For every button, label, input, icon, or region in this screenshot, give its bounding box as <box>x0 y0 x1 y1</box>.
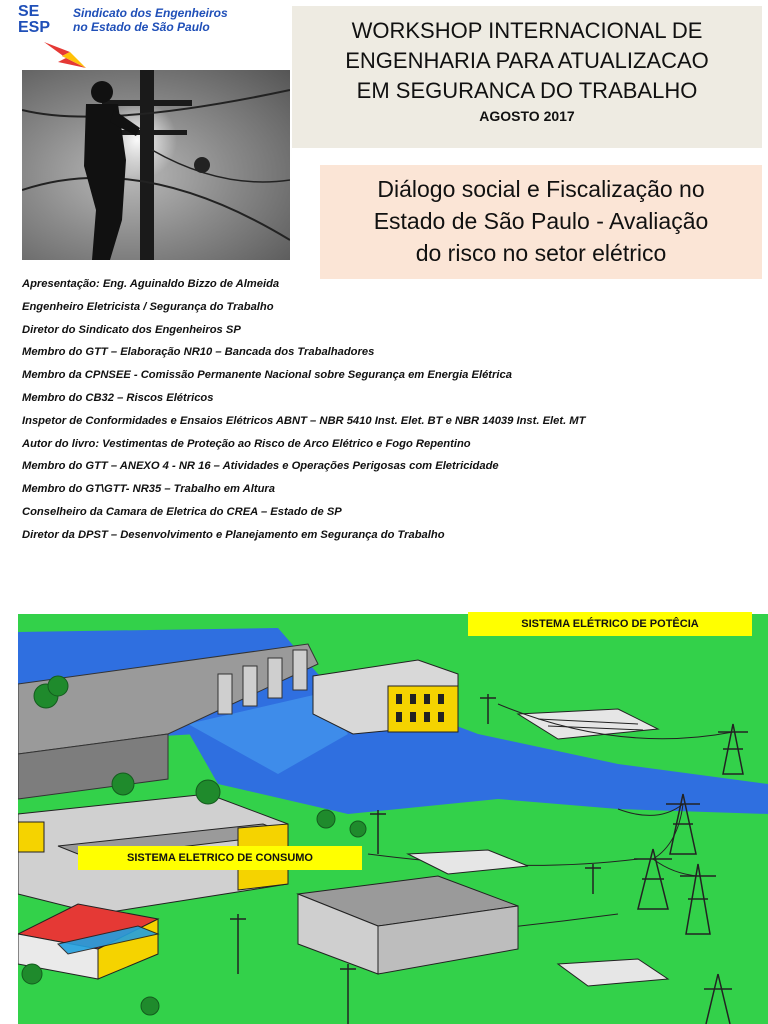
label-consumption-system: SISTEMA ELETRICO DE CONSUMO <box>78 846 362 870</box>
workshop-title <box>292 6 762 106</box>
title-line-3: EM SEGURANCA DO TRABALHO <box>356 78 698 103</box>
talk-title-line-3: do risco no setor elétrico <box>415 240 667 266</box>
speaker-bio-list <box>22 276 762 550</box>
bio-line: Conselheiro da Camara de Eletrica do CREA – Estado de SP <box>22 505 342 518</box>
bio-line: Apresentação: Eng. Aguinaldo Bizzo de Almeida <box>22 278 280 290</box>
talk-title <box>320 165 762 269</box>
electrician-silhouette-icon <box>22 70 290 260</box>
workshop-title-box <box>292 6 762 148</box>
bio-line: Autor do livro: Vestimentas de Proteção ao Risco de Arco Elétrico e Fogo Repentino <box>22 437 471 450</box>
bio-line: Membro da CPNSEE - Comissão Permanente Nacional sobre Segurança em Energia Elétrica <box>22 369 512 382</box>
talk-title-line-1: Diálogo social e Fiscalização no <box>377 176 705 202</box>
logo-name-line1: Sindicato dos Engenheiros <box>73 6 228 20</box>
logo-mark <box>18 4 70 36</box>
title-line-1: WORKSHOP INTERNACIONAL DE <box>351 18 703 43</box>
title-line-2: ENGENHARIA PARA ATUALIZACAO <box>345 48 709 73</box>
bio-line: Diretor da DPST – Desenvolvimento e Planejamento em Segurança do Trabalho <box>22 528 445 541</box>
bio-line: Diretor do Sindicato dos Engenheiros SP <box>22 323 241 336</box>
bio-line: Membro do GT\GTT- NR35 – Trabalho em Altura <box>22 483 275 496</box>
bio-line: Membro do GTT – Elaboração NR10 – Bancada dos Trabalhadores <box>22 346 375 359</box>
workshop-date: AGOSTO 2017 <box>479 108 575 124</box>
logo-mark-esp: ESP <box>18 19 51 36</box>
talk-title-box <box>320 165 762 279</box>
bio-line: Membro do GTT – ANEXO 4 - NR 16 – Atividades e Operações Perigosas com Eletricidade <box>22 460 499 473</box>
label-power-system: SISTEMA ELÉTRICO DE POTÊCIA <box>468 612 752 636</box>
logo-name-line2: no Estado de São Paulo <box>73 20 210 34</box>
electrician-photo <box>22 70 290 260</box>
logo-mark-se: SE <box>18 3 40 20</box>
bio-line: Inspetor de Conformidades e Ensaios Elétricos ABNT – NBR 5410 Inst. Elet. BT e NBR 14039 Inst. Elet. MT <box>22 414 586 427</box>
electric-system-illustration <box>18 614 768 1024</box>
bio-line: Membro do CB32 – Riscos Elétricos <box>22 391 214 404</box>
bio-line: Engenheiro Eletricista / Segurança do Trabalho <box>22 300 274 313</box>
logo-name <box>73 6 228 34</box>
talk-title-line-2: Estado de São Paulo - Avaliação <box>373 208 709 234</box>
